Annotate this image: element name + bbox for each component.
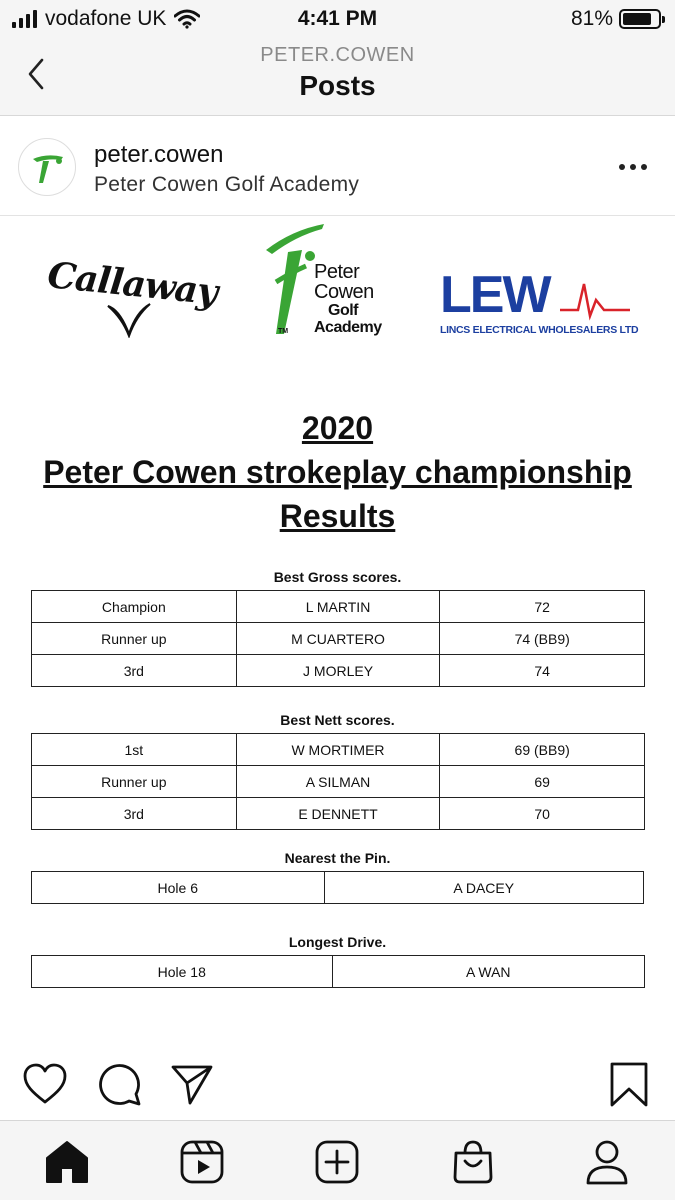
- shop-icon: [451, 1139, 495, 1185]
- profile-icon: [585, 1139, 629, 1185]
- table-cell: A WAN: [332, 956, 645, 988]
- bottom-tab-bar: [0, 1120, 675, 1200]
- table-row: [32, 766, 645, 798]
- lew-tagline: LINCS ELECTRICAL WHOLESALERS LTD: [440, 324, 639, 336]
- table-cell: E DENNETT: [236, 798, 440, 830]
- reels-icon: [179, 1139, 225, 1185]
- table-row: [32, 734, 645, 766]
- table-row: [32, 956, 645, 988]
- table-cell: 3rd: [32, 798, 237, 830]
- nav-header: [0, 38, 675, 116]
- tab-home[interactable]: [42, 1137, 92, 1187]
- bookmark-icon[interactable]: [609, 1062, 649, 1108]
- table-cell: 69: [440, 766, 645, 798]
- share-icon[interactable]: [170, 1062, 214, 1106]
- academy-logo: [262, 222, 392, 347]
- table-cell: 70: [440, 798, 645, 830]
- academy-word-3: Golf: [328, 302, 358, 319]
- battery-percent: 81%: [570, 7, 613, 30]
- status-right: [571, 7, 661, 31]
- tab-shop[interactable]: [448, 1137, 498, 1187]
- table-cell: 3rd: [32, 655, 237, 687]
- post-image: [0, 216, 675, 1044]
- more-options-icon[interactable]: [615, 160, 651, 174]
- account-handle: PETER.COWEN: [260, 44, 415, 66]
- heading-year: 2020: [301, 410, 374, 446]
- academy-word-4: Academy: [314, 319, 382, 336]
- table-cell: Runner up: [32, 623, 237, 655]
- table-cell: M CUARTERO: [236, 623, 440, 655]
- table-cell: Runner up: [32, 766, 237, 798]
- callaway-chevron-icon: [106, 302, 152, 338]
- comment-icon[interactable]: [98, 1062, 142, 1106]
- table-cell: A SILMAN: [236, 766, 440, 798]
- post-actions: [0, 1044, 675, 1120]
- add-post-icon: [314, 1139, 360, 1185]
- avatar[interactable]: [18, 138, 76, 196]
- heart-icon[interactable]: [22, 1062, 68, 1106]
- table-cell: 74 (BB9): [440, 623, 645, 655]
- post-header: [0, 116, 675, 216]
- table-cell: 72: [440, 591, 645, 623]
- post-username[interactable]: peter.cowen: [94, 141, 224, 168]
- academy-logo-icon: [19, 139, 76, 196]
- heading-results: Results: [279, 498, 396, 534]
- table-cell: Hole 18: [32, 956, 333, 988]
- callaway-logo: [45, 254, 219, 344]
- table-cell: 69 (BB9): [440, 734, 645, 766]
- pin-title: Nearest the Pin.: [284, 850, 391, 866]
- drive-title: Longest Drive.: [288, 934, 387, 950]
- table-cell: W MORTIMER: [236, 734, 440, 766]
- table-cell: Champion: [32, 591, 237, 623]
- academy-word-1: Peter: [314, 261, 360, 283]
- heartbeat-line-icon: [560, 272, 630, 322]
- table-cell: Hole 6: [32, 872, 325, 904]
- table-cell: 1st: [32, 734, 237, 766]
- callaway-wordmark: Callaway: [45, 254, 219, 314]
- battery-icon: [619, 9, 661, 29]
- status-bar: [0, 0, 675, 38]
- post-full-name: Peter Cowen Golf Academy: [94, 173, 360, 196]
- academy-word-2: Cowen: [314, 281, 374, 303]
- table-row: [32, 591, 645, 623]
- gross-title: Best Gross scores.: [273, 569, 402, 585]
- table-row: [32, 655, 645, 687]
- table-row: [32, 872, 644, 904]
- trademark-mark: TM: [278, 328, 289, 335]
- tab-new-post[interactable]: [312, 1137, 362, 1187]
- table-cell: A DACEY: [324, 872, 644, 904]
- table-cell: J MORLEY: [236, 655, 440, 687]
- nett-table: [31, 733, 645, 830]
- table-cell: L MARTIN: [236, 591, 440, 623]
- table-row: [32, 798, 645, 830]
- battery-fill: [623, 13, 651, 25]
- tab-reels[interactable]: [177, 1137, 227, 1187]
- pin-table: [31, 871, 644, 904]
- lew-logo: [440, 266, 639, 342]
- tab-profile[interactable]: [582, 1137, 632, 1187]
- gross-table: [31, 590, 645, 687]
- home-icon: [44, 1140, 90, 1184]
- page-title: Posts: [299, 70, 376, 101]
- table-cell: 74: [440, 655, 645, 687]
- table-row: [32, 623, 645, 655]
- heading-event: Peter Cowen strokeplay championship: [43, 454, 632, 490]
- nett-title: Best Nett scores.: [280, 712, 395, 728]
- lew-wordmark: LEW: [440, 266, 550, 324]
- status-time: 4:41 PM: [297, 7, 378, 30]
- carrier-name: vodafone UK: [45, 7, 167, 30]
- drive-table: [31, 955, 645, 988]
